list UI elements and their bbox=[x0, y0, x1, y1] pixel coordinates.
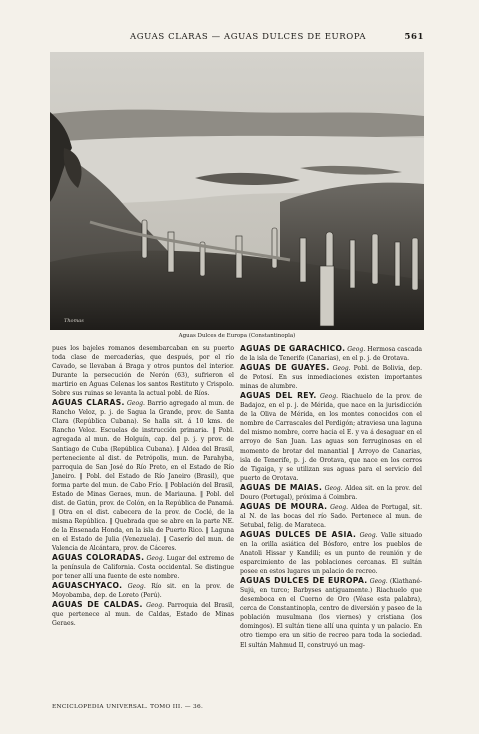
dictionary-entry bbox=[240, 502, 422, 530]
right-column bbox=[240, 344, 422, 650]
dictionary-entry bbox=[52, 600, 234, 628]
entry-body: Hermosa cascada de la isla de Tenerife (Canarias), en el p. j. de Orotava. bbox=[240, 346, 423, 363]
entry-body: Parroquia del Brasil, que pertenece al mun. de Caldas, Estado de Minas Geraes. bbox=[52, 602, 235, 628]
entry-category: Geog. bbox=[320, 393, 339, 401]
entry-category: Geog. bbox=[324, 484, 343, 492]
entry-category: Geog. bbox=[127, 400, 145, 408]
engraving-aguas-dulces bbox=[50, 52, 424, 330]
entry-body: (Kiathané-Sujú, en turco; Barbyses antiguamente.) Riachuelo que desemboca en el Cuerno de Oro (Véase esta palabra), cerca de Constantinopla, centro de diversión y paseo de la población musulmana (los viernes) y cristiana (los domingos). El sultán tiene allí una quinta y un palacio. En otro tiempo era un sitio de recreo para toda la sociedad. El sultán Mahmud II, construyó un mag- bbox=[240, 578, 423, 649]
engraver-signature: Thomas bbox=[64, 318, 84, 324]
entry-category: Geog. bbox=[127, 583, 146, 591]
entry-headword: AGUAS DEL REY. bbox=[240, 391, 317, 401]
dictionary-entry bbox=[240, 363, 422, 391]
dictionary-entry bbox=[52, 344, 234, 398]
header-title: AGUAS CLARAS — AGUAS DULCES DE EUROPA bbox=[130, 32, 367, 42]
dictionary-entry bbox=[52, 553, 234, 581]
dictionary-entry bbox=[240, 344, 422, 363]
dictionary-entry bbox=[240, 576, 422, 649]
dictionary-entry bbox=[52, 581, 234, 600]
entry-headword: AGUAS DE MOURA. bbox=[240, 501, 328, 511]
entry-headword: AGUAS DULCES DE EUROPA. bbox=[240, 576, 368, 586]
page-footer: ENCICLOPEDIA UNIVERSAL. TOMO III. — 36. bbox=[52, 704, 204, 710]
entry-body: Valle situado en la orilla asiática del Bósforo, entre los pueblos de Anatoli Hissar y Kandili; es un punto de reunión y de esparcimiento de las poblaciones cercanas. El sultán posee en estos lugares un palacio de recreo. bbox=[240, 531, 423, 576]
entry-body: Aldea sit. en la prov. del Douro (Portugal), próxima á Coimbra. bbox=[240, 484, 422, 501]
landscape-illustration bbox=[50, 52, 424, 330]
entry-headword: AGUAS DE GARACHICO. bbox=[240, 344, 346, 353]
entry-headword: AGUAS DULCES DE ASIA. bbox=[240, 529, 357, 539]
running-header bbox=[52, 32, 424, 44]
dictionary-entry bbox=[240, 391, 422, 482]
page-number: 561 bbox=[404, 32, 424, 42]
entry-body: Barrio agregado al mun. de Rancho Veloz, p. j. de Sagua la Grande, prov. de Santa Clara (República Cubana). Se halla sit. á 10 kms. de Rancho Veloz. Escuelas de instrucción primaria. ‖ Pobl. agregada al mun. de Holguín, cap. del p. j. y prov. de Santiago de Cuba (República Cubana). ‖ Aldea del Brasil, perteneciente al dist. de Petrópolis, mun. de Parahyba, parroquia de San José do Río Preto, en el Estado de Río Janeiro. ‖ Pobl. del Estado de Río Janeiro (Brasil), que forma parte del mun. de Cabo Frío. ‖ Población del Brasil, Estado de Minas Geraes, mun. de Mariauna. ‖ Pobl. del dist. de Gatún, prov. de Colón, en la República de Panamá. ‖ Otra en el dist. cabecera de la prov. de Coclé, de la misma República. ‖ Quebrada que se abre en la parte NE. de la Ensenada Honda, en la isla de Puerto Rico. ‖ Laguna en el Estado de Julia (Venezuela). ‖ Caserío del mun. de Valencia de Alcántara, prov. de Cáceres. bbox=[52, 400, 234, 553]
dictionary-entry bbox=[240, 483, 422, 502]
entry-category: Geog. bbox=[359, 531, 378, 539]
entry-body: Río sit. en la prov. de Moyobamba, dep. de Loreto (Perú). bbox=[52, 583, 234, 600]
figure-caption: Aguas Dulces de Europa (Constantinopla) bbox=[178, 333, 296, 339]
entry-headword: AGUAS DE GUAYES. bbox=[240, 363, 330, 373]
entry-category: Geog. bbox=[332, 365, 351, 373]
entry-body: Pobl. de Bolivia, dep. de Potosí. En sus inmediaciones existen importantes minas de alumbre. bbox=[240, 365, 423, 391]
entry-headword: AGUASCHYACO. bbox=[52, 581, 123, 591]
entry-category: Geog. bbox=[146, 555, 165, 563]
entry-category: Geog. bbox=[330, 503, 349, 511]
left-column bbox=[52, 344, 234, 628]
entry-body: Lugar del extremo de la península de California. Costa occidental. Se distingue por tener allí una fuente de este nombre. bbox=[52, 555, 235, 581]
dictionary-entry bbox=[52, 398, 234, 553]
entry-headword: AGUAS COLORADAS. bbox=[52, 553, 145, 563]
entry-category: Geog. bbox=[146, 602, 165, 610]
entry-body: pues los bajeles romanos desembarcaban en su puerto toda clase de mercaderías, que después, por el río Cavado, se llevaban á Braga y otros puntos del interior. Durante la persecución de Nerón (63), sufrieron el martirio en Aguas Celenas los santos Restituto y Crispolo. Sobre sus ruinas se levanta la actual pobl. de Ríos. bbox=[52, 345, 234, 398]
entry-headword: AGUAS DE MAIAS. bbox=[240, 482, 323, 492]
entry-category: Geog. bbox=[369, 578, 388, 586]
entry-headword: AGUAS CLARAS. bbox=[52, 398, 125, 408]
entry-headword: AGUAS DE CALDAS. bbox=[52, 600, 143, 610]
entry-body: Aldea de Portugal, sit. al N. de las bocas del río Sado. Pertenece al mun. de Setubal, felig. de Marateca. bbox=[240, 503, 423, 529]
entry-body: Riachuelo de la prov. de Badajoz, en el p. j. de Mérida, que nace en la jurisdicción de la Oliva de Mérida, en los montes conocidos con el nombre de Carrascales del Perdigón; atraviesa una laguna del mismo nombre, corre hacia el E. y va á desaguar en el arroyo de San Juan. Las aguas son ferruginosas en el momento de brotar del manantial ‖ Arroyo de Canarias, isla de Tenerife, p. j. de Orotava, que nace en los cerros de Tigaiga, y se utilizan sus aguas para el servicio del puerto de Orotava. bbox=[240, 393, 422, 482]
dictionary-entry bbox=[240, 530, 422, 576]
entry-category: Geog. bbox=[347, 346, 366, 353]
